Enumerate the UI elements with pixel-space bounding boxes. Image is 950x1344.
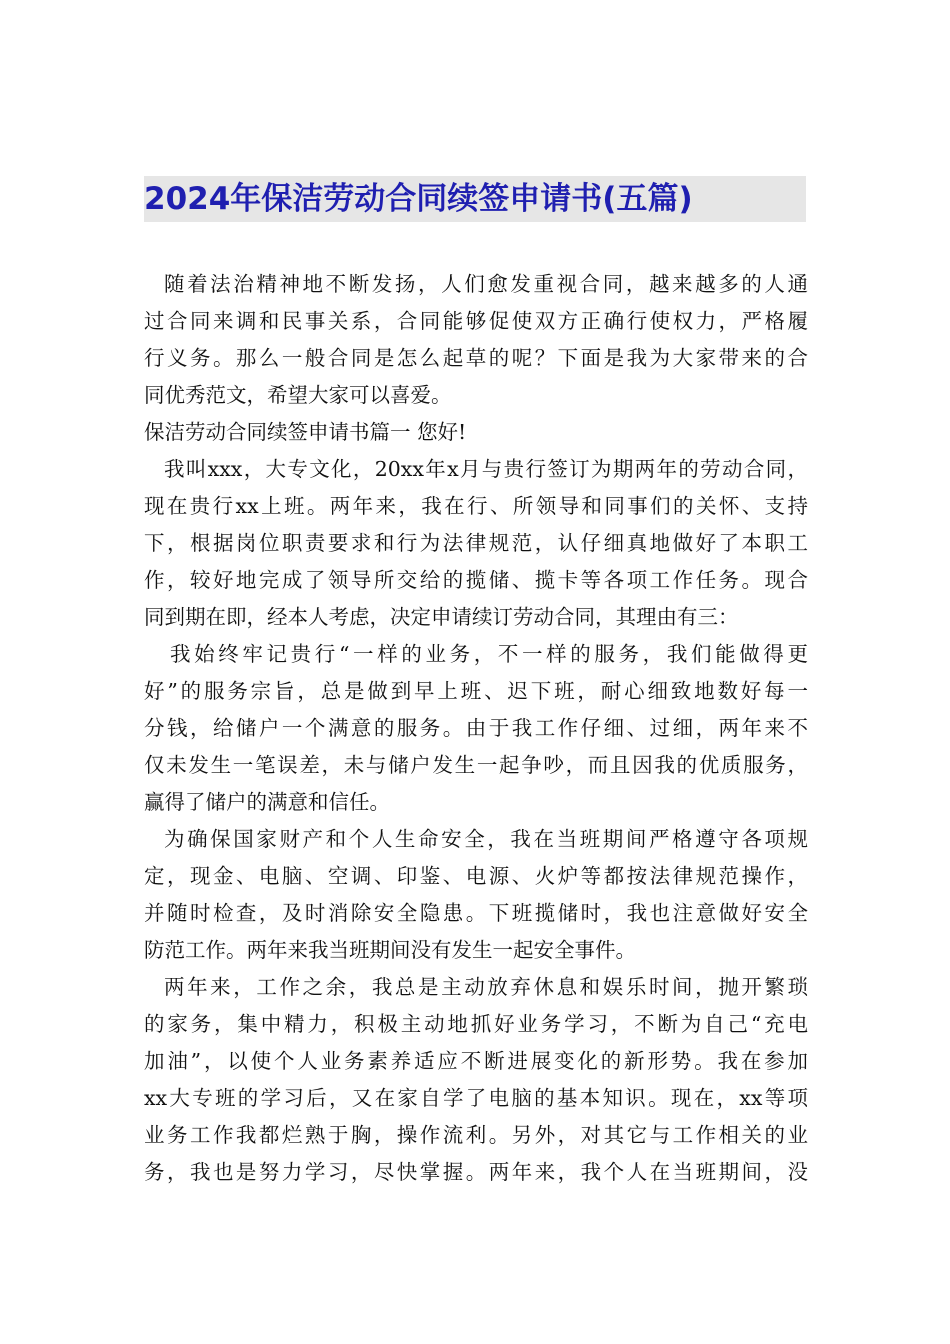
- paragraph-line: xx大专班的学习后，又在家自学了电脑的基本知识。现在，xx等项: [144, 1086, 808, 1110]
- paragraph-line: 加油”，以使个人业务素养适应不断进展变化的新形势。我在参加: [144, 1049, 808, 1073]
- paragraph-line: 我叫xxx，大专文化，20xx年x月与贵行签订为期两年的劳动合同，: [164, 457, 808, 481]
- paragraph-line: 随着法治精神地不断发扬，人们愈发重视合同，越来越多的人通: [164, 272, 808, 296]
- paragraph-line: 定，现金、电脑、空调、印鉴、电源、火炉等都按法律规范操作，: [144, 864, 808, 888]
- paragraph-line: 同优秀范文，希望大家可以喜爱。: [144, 383, 452, 407]
- section-heading-line: 保洁劳动合同续签申请书篇一 您好!: [144, 420, 467, 444]
- paragraph-line: 行义务。那么一般合同是怎么起草的呢？下面是我为大家带来的合: [144, 346, 808, 370]
- paragraph-line: 赢得了储户的满意和信任。: [144, 790, 390, 814]
- paragraph-line: 好”的服务宗旨，总是做到早上班、迟下班，耐心细致地数好每一: [144, 679, 808, 703]
- paragraph-line: 务，我也是努力学习，尽快掌握。两年来，我个人在当班期间，没: [144, 1160, 808, 1184]
- document-title: 2024年保洁劳动合同续签申请书(五篇): [144, 181, 693, 217]
- paragraph-line: 过合同来调和民事关系，合同能够促使双方正确行使权力，严格履: [144, 309, 808, 333]
- paragraph-line: 仅未发生一笔误差，未与储户发生一起争吵，而且因我的优质服务，: [144, 753, 808, 777]
- paragraph-line: 的家务，集中精力，积极主动地抓好业务学习，不断为自己“充电: [144, 1012, 808, 1036]
- paragraph-line: 作，较好地完成了领导所交给的揽储、揽卡等各项工作任务。现合: [144, 568, 808, 592]
- paragraph-line: 两年来，工作之余，我总是主动放弃休息和娱乐时间，抛开繁琐: [164, 975, 808, 999]
- title-highlight: [144, 176, 806, 222]
- paragraph-line: 为确保国家财产和个人生命安全，我在当班期间严格遵守各项规: [164, 827, 808, 851]
- paragraph-line: 防范工作。两年来我当班期间没有发生一起安全事件。: [144, 938, 636, 962]
- paragraph-line: 下，根据岗位职责要求和行为法律规范，认仔细真地做好了本职工: [144, 531, 808, 555]
- paragraph-line: 现在贵行xx上班。两年来，我在行、所领导和同事们的关怀、支持: [144, 494, 808, 518]
- paragraph-line: 分钱，给储户一个满意的服务。由于我工作仔细、过细，两年来不: [144, 716, 808, 740]
- paragraph-line: 并随时检查，及时消除安全隐患。下班揽储时，我也注意做好安全: [144, 901, 808, 925]
- paragraph-line: 同到期在即，经本人考虑，决定申请续订劳动合同，其理由有三：: [144, 605, 739, 629]
- document-body: [144, 266, 808, 1191]
- paragraph-line: 业务工作我都烂熟于胸，操作流利。另外，对其它与工作相关的业: [144, 1123, 808, 1147]
- paragraph-line: 我始终牢记贵行“一样的业务，不一样的服务，我们能做得更: [170, 642, 808, 666]
